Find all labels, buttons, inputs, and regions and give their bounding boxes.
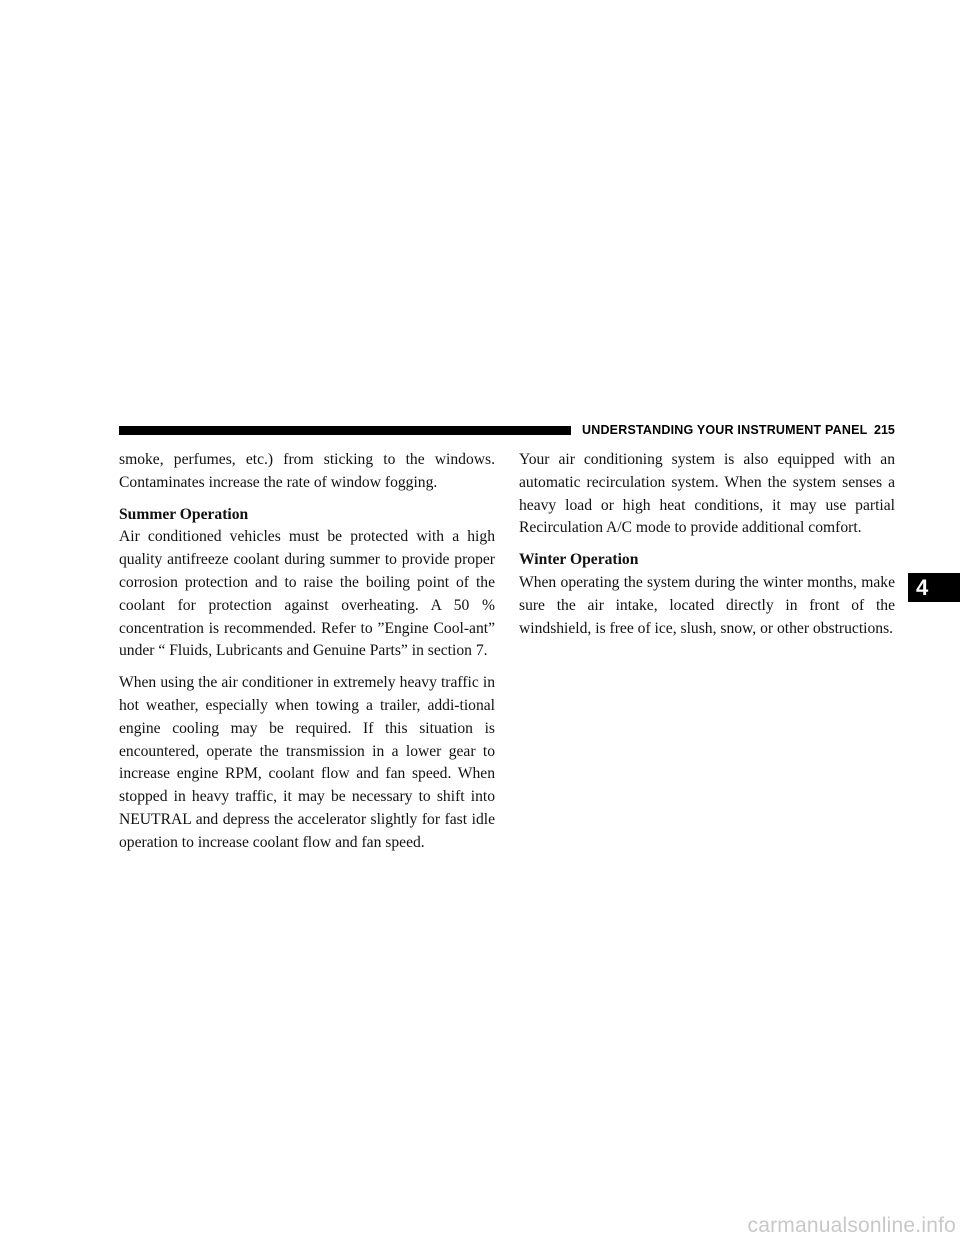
recirculation-paragraph: Your air conditioning system is also equipped with an automatic recirculation system. When the system senses a heavy load or high heat conditions, it may use partial Recirculation A/C mode to provide additional comfort. <box>519 451 895 537</box>
page-number: 215 <box>874 423 895 437</box>
summer-operation-heading: Summer Operation <box>119 505 249 523</box>
running-header-title: UNDERSTANDING YOUR INSTRUMENT PANEL <box>582 423 868 437</box>
watermark: carmanualsonline.info <box>747 1214 956 1237</box>
heavy-traffic-paragraph: When using the air conditioner in extremely heavy traffic in hot weather, especially when towing a trailer, addi-tional engine cooling may be required. If this situation is encountered, operate the transmission in a lower gear to increase engine RPM, coolant flow and fan speed. When stopped in heavy traffic, it may be necessary to shift into NEUTRAL and depress the accelerator slightly for fast idle operation to increase coolant flow and fan speed. <box>119 674 495 851</box>
right-column <box>519 449 895 649</box>
left-column <box>119 449 495 864</box>
intro-paragraph: smoke, perfumes, etc.) from sticking to the windows. Contaminates increase the rate of window fogging. <box>119 451 495 491</box>
section-tab: 4 <box>908 573 960 602</box>
winter-operation-heading: Winter Operation <box>519 551 639 569</box>
winter-operation-paragraph: When operating the system during the winter months, make sure the air intake, located directly in front of the windshield, is free of ice, slush, snow, or other obstructions. <box>519 573 895 637</box>
header-rule <box>119 426 571 435</box>
summer-operation-paragraph: Air conditioned vehicles must be protected with a high quality antifreeze coolant during summer to provide proper corrosion protection and to raise the boiling point of the coolant for protection against overheating. A 50 % concentration is recommended. Refer to ”Engine Cool-ant” under “ Fluids, Lubricants and Genuine Parts” in section 7. <box>119 528 495 660</box>
